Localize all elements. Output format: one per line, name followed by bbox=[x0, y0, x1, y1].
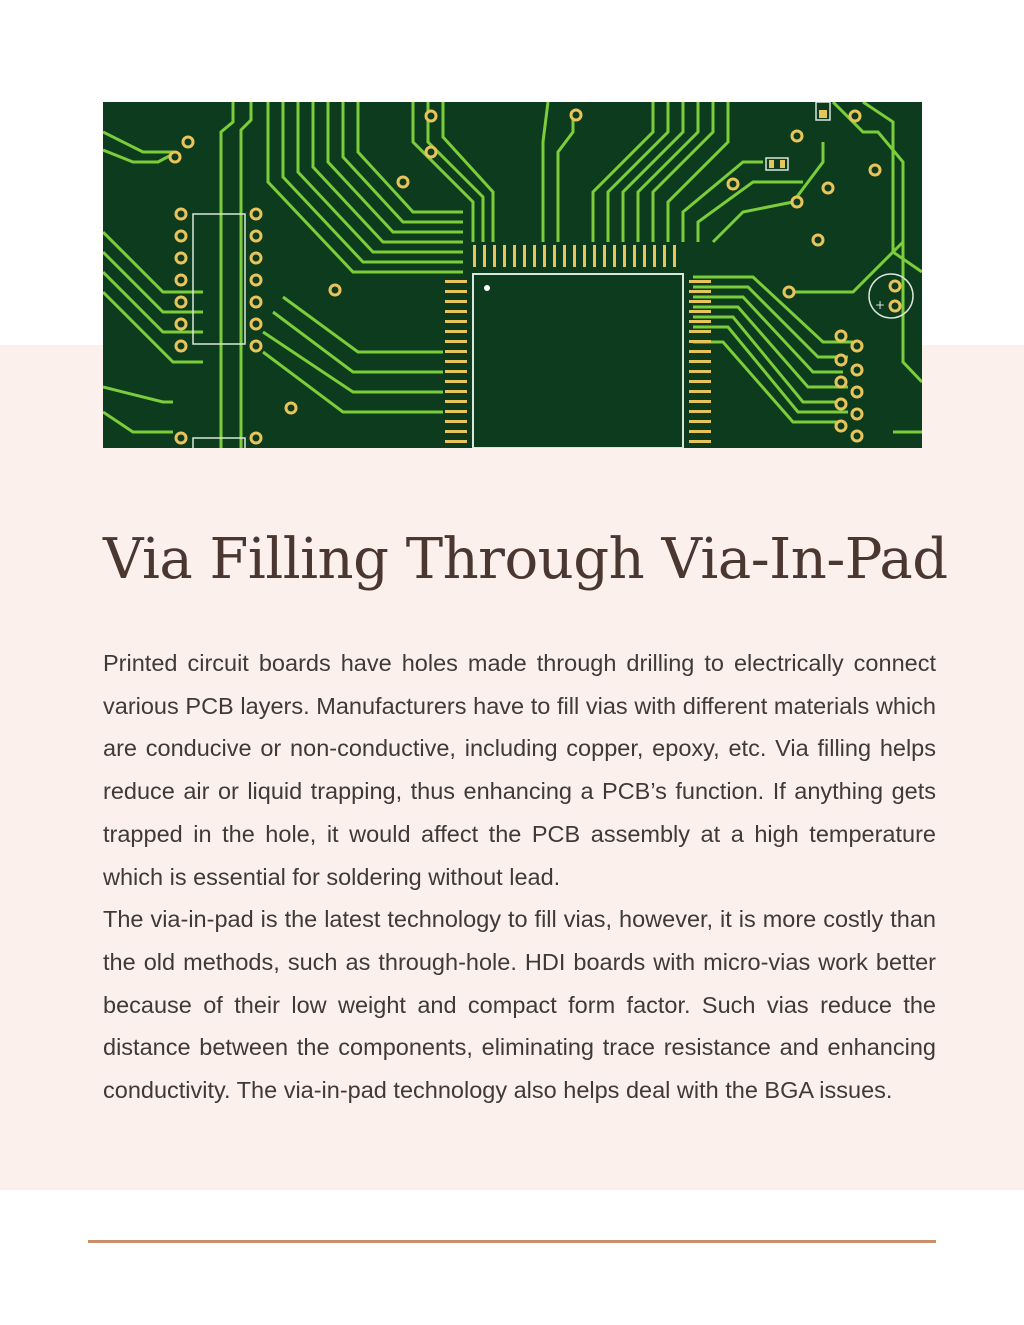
pcb-circuit-board-image bbox=[103, 102, 922, 448]
article-paragraph: The via-in-pad is the latest technology to fill vias, however, it is more costly than the old methods, such as through-hole. HDI boards with micro-vias work better because of their low weight and compact form factor. Such vias reduce the distance between the components, eliminating trace resistance and enhancing conductivity. The via-in-pad technology also helps deal with the BGA issues. bbox=[103, 906, 936, 1104]
article-body bbox=[103, 642, 936, 1112]
footer-divider bbox=[88, 1240, 936, 1243]
article-title: Via Filling Through Via-In-Pad bbox=[103, 527, 948, 592]
silkscreen-mark: + bbox=[875, 298, 886, 312]
article-paragraph: Printed circuit boards have holes made through drilling to electrically connect various PCB layers. Manufacturers have to fill vias with different materials which are conducive or non-conductive, including copper, epoxy, etc. Via filling helps reduce air or liquid trapping, thus enhancing a PCB’s function. If anything gets trapped in the hole, it would affect the PCB assembly at a high temperature which is essential for soldering without lead. bbox=[103, 650, 936, 890]
pcb-illustration bbox=[103, 102, 922, 448]
